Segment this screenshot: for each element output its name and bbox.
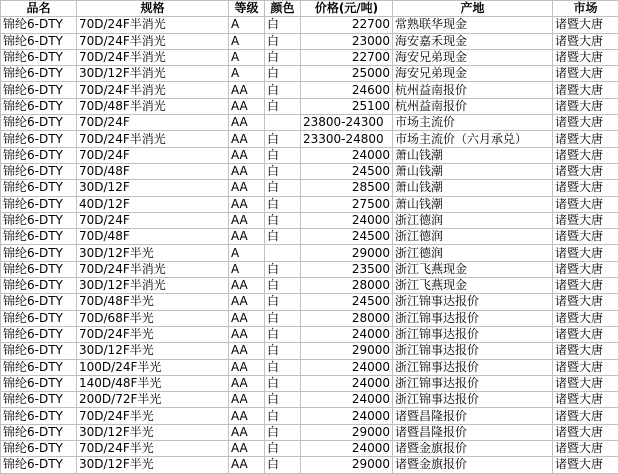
cell-market: 诸暨大唐 [553, 98, 618, 114]
cell-origin: 萧山钱潮 [393, 196, 553, 212]
cell-origin: 浙江德润 [393, 212, 553, 228]
cell-name: 锦纶6-DTY [1, 33, 77, 49]
cell-origin: 浙江飞燕现金 [393, 278, 553, 294]
cell-color: 白 [265, 66, 301, 82]
cell-spec: 30D/12F半光 [77, 343, 229, 359]
cell-color: 白 [265, 375, 301, 391]
cell-origin: 常熟联华现金 [393, 17, 553, 33]
cell-grade: AA [229, 424, 265, 440]
header-name: 品名 [1, 1, 77, 17]
cell-name: 锦纶6-DTY [1, 212, 77, 228]
cell-market: 诸暨大唐 [553, 392, 618, 408]
cell-grade: AA [229, 180, 265, 196]
cell-origin: 海安兄弟现金 [393, 66, 553, 82]
cell-grade: AA [229, 375, 265, 391]
cell-grade: A [229, 49, 265, 65]
cell-spec: 70D/68F半光 [77, 310, 229, 326]
cell-market: 诸暨大唐 [553, 180, 618, 196]
cell-origin: 浙江德润 [393, 229, 553, 245]
cell-spec: 70D/24F半光 [77, 441, 229, 457]
cell-market: 诸暨大唐 [553, 147, 618, 163]
header-grade: 等级 [229, 1, 265, 17]
header-price: 价格(元/吨) [301, 1, 393, 17]
cell-market: 诸暨大唐 [553, 131, 618, 147]
cell-price: 22700 [301, 49, 393, 65]
cell-spec: 70D/48F半光 [77, 294, 229, 310]
cell-color: 白 [265, 131, 301, 147]
cell-market: 诸暨大唐 [553, 375, 618, 391]
table-row [1, 115, 618, 131]
cell-price: 28000 [301, 278, 393, 294]
cell-name: 锦纶6-DTY [1, 457, 77, 473]
cell-name: 锦纶6-DTY [1, 82, 77, 98]
cell-name: 锦纶6-DTY [1, 392, 77, 408]
cell-name: 锦纶6-DTY [1, 408, 77, 424]
table-row [1, 294, 618, 310]
cell-spec: 70D/24F半消光 [77, 17, 229, 33]
cell-grade: AA [229, 343, 265, 359]
header-market: 市场 [553, 1, 618, 17]
table-row [1, 212, 618, 228]
cell-grade: AA [229, 457, 265, 473]
cell-spec: 70D/48F半消光 [77, 98, 229, 114]
cell-market: 诸暨大唐 [553, 17, 618, 33]
cell-color: 白 [265, 359, 301, 375]
cell-spec: 70D/24F半消光 [77, 33, 229, 49]
cell-name: 锦纶6-DTY [1, 359, 77, 375]
cell-name: 锦纶6-DTY [1, 343, 77, 359]
cell-color: 白 [265, 212, 301, 228]
cell-name: 锦纶6-DTY [1, 424, 77, 440]
cell-market: 诸暨大唐 [553, 245, 618, 261]
table-body [1, 17, 618, 473]
table-row [1, 229, 618, 245]
cell-color: 白 [265, 343, 301, 359]
cell-name: 锦纶6-DTY [1, 310, 77, 326]
cell-market: 诸暨大唐 [553, 49, 618, 65]
cell-grade: A [229, 33, 265, 49]
cell-price: 29000 [301, 457, 393, 473]
cell-name: 锦纶6-DTY [1, 17, 77, 33]
table-row [1, 66, 618, 82]
cell-market: 诸暨大唐 [553, 82, 618, 98]
cell-spec: 70D/24F [77, 115, 229, 131]
cell-price: 24500 [301, 163, 393, 179]
cell-color: 白 [265, 310, 301, 326]
cell-origin: 浙江飞燕现金 [393, 261, 553, 277]
cell-price: 23000 [301, 33, 393, 49]
cell-spec: 70D/24F [77, 212, 229, 228]
cell-price: 24000 [301, 441, 393, 457]
cell-color: 白 [265, 229, 301, 245]
header-color: 颜色 [265, 1, 301, 17]
cell-origin: 海安嘉禾现金 [393, 33, 553, 49]
cell-spec: 70D/24F [77, 147, 229, 163]
cell-color: 白 [265, 294, 301, 310]
cell-spec: 40D/12F [77, 196, 229, 212]
cell-name: 锦纶6-DTY [1, 278, 77, 294]
cell-origin: 诸暨金旗报价 [393, 441, 553, 457]
cell-spec: 30D/12F半消光 [77, 278, 229, 294]
cell-price: 23300-24800 [301, 131, 393, 147]
cell-name: 锦纶6-DTY [1, 49, 77, 65]
table-row [1, 131, 618, 147]
table-row [1, 343, 618, 359]
cell-grade: AA [229, 163, 265, 179]
cell-origin: 诸暨昌隆报价 [393, 408, 553, 424]
table-row [1, 147, 618, 163]
cell-origin: 浙江锦事达报价 [393, 343, 553, 359]
cell-market: 诸暨大唐 [553, 359, 618, 375]
cell-grade: AA [229, 147, 265, 163]
table-row [1, 375, 618, 391]
cell-name: 锦纶6-DTY [1, 326, 77, 342]
cell-market: 诸暨大唐 [553, 278, 618, 294]
cell-origin: 浙江锦事达报价 [393, 359, 553, 375]
cell-price: 24000 [301, 212, 393, 228]
cell-origin: 萧山钱潮 [393, 180, 553, 196]
cell-price: 23500 [301, 261, 393, 277]
table-row [1, 408, 618, 424]
cell-origin: 浙江锦事达报价 [393, 326, 553, 342]
cell-color: 白 [265, 49, 301, 65]
cell-color: 白 [265, 98, 301, 114]
cell-name: 锦纶6-DTY [1, 163, 77, 179]
table-row [1, 98, 618, 114]
cell-price: 25000 [301, 66, 393, 82]
cell-price: 24000 [301, 326, 393, 342]
cell-spec: 30D/12F半消光 [77, 66, 229, 82]
cell-market: 诸暨大唐 [553, 163, 618, 179]
cell-grade: AA [229, 212, 265, 228]
cell-name: 锦纶6-DTY [1, 66, 77, 82]
cell-spec: 70D/24F半光 [77, 326, 229, 342]
cell-spec: 30D/12F [77, 180, 229, 196]
cell-spec: 70D/24F半消光 [77, 82, 229, 98]
cell-grade: AA [229, 131, 265, 147]
cell-market: 诸暨大唐 [553, 115, 618, 131]
table-row [1, 424, 618, 440]
cell-color: 白 [265, 17, 301, 33]
cell-spec: 100D/24F半光 [77, 359, 229, 375]
cell-market: 诸暨大唐 [553, 326, 618, 342]
cell-origin: 萧山钱潮 [393, 163, 553, 179]
table-row [1, 326, 618, 342]
cell-market: 诸暨大唐 [553, 457, 618, 473]
cell-origin: 萧山钱潮 [393, 147, 553, 163]
cell-origin: 诸暨金旗报价 [393, 457, 553, 473]
cell-name: 锦纶6-DTY [1, 245, 77, 261]
table-row [1, 392, 618, 408]
cell-color: 白 [265, 196, 301, 212]
cell-color: 白 [265, 33, 301, 49]
cell-grade: AA [229, 229, 265, 245]
cell-origin: 市场主流价 [393, 115, 553, 131]
cell-grade: AA [229, 115, 265, 131]
cell-market: 诸暨大唐 [553, 343, 618, 359]
header-spec: 规格 [77, 1, 229, 17]
cell-color [265, 115, 301, 131]
cell-name: 锦纶6-DTY [1, 261, 77, 277]
table-row [1, 310, 618, 326]
cell-market: 诸暨大唐 [553, 66, 618, 82]
cell-grade: AA [229, 441, 265, 457]
cell-grade: AA [229, 408, 265, 424]
cell-color: 白 [265, 163, 301, 179]
cell-name: 锦纶6-DTY [1, 98, 77, 114]
cell-price: 24500 [301, 294, 393, 310]
cell-color: 白 [265, 457, 301, 473]
cell-spec: 70D/24F半消光 [77, 49, 229, 65]
table-row [1, 359, 618, 375]
cell-market: 诸暨大唐 [553, 441, 618, 457]
cell-grade: AA [229, 278, 265, 294]
cell-grade: AA [229, 326, 265, 342]
cell-price: 29000 [301, 424, 393, 440]
table-row [1, 261, 618, 277]
cell-price: 24000 [301, 375, 393, 391]
cell-market: 诸暨大唐 [553, 294, 618, 310]
cell-market: 诸暨大唐 [553, 196, 618, 212]
cell-price: 24000 [301, 359, 393, 375]
table-row [1, 49, 618, 65]
cell-color: 白 [265, 424, 301, 440]
cell-grade: AA [229, 98, 265, 114]
header-origin: 产地 [393, 1, 553, 17]
cell-market: 诸暨大唐 [553, 424, 618, 440]
cell-color: 白 [265, 261, 301, 277]
cell-spec: 140D/48F半光 [77, 375, 229, 391]
cell-market: 诸暨大唐 [553, 33, 618, 49]
cell-price: 24000 [301, 147, 393, 163]
cell-grade: AA [229, 392, 265, 408]
cell-market: 诸暨大唐 [553, 408, 618, 424]
cell-spec: 30D/12F半光 [77, 245, 229, 261]
cell-spec: 200D/72F半光 [77, 392, 229, 408]
cell-origin: 杭州益南报价 [393, 82, 553, 98]
cell-price: 25100 [301, 98, 393, 114]
cell-spec: 70D/24F半光 [77, 408, 229, 424]
cell-color: 白 [265, 82, 301, 98]
cell-grade: AA [229, 294, 265, 310]
cell-color: 白 [265, 408, 301, 424]
cell-origin: 浙江锦事达报价 [393, 310, 553, 326]
cell-origin: 杭州益南报价 [393, 98, 553, 114]
cell-name: 锦纶6-DTY [1, 180, 77, 196]
cell-market: 诸暨大唐 [553, 310, 618, 326]
cell-name: 锦纶6-DTY [1, 375, 77, 391]
cell-name: 锦纶6-DTY [1, 229, 77, 245]
cell-spec: 70D/24F半消光 [77, 261, 229, 277]
table-row [1, 163, 618, 179]
table-row [1, 196, 618, 212]
cell-market: 诸暨大唐 [553, 261, 618, 277]
cell-price: 29000 [301, 245, 393, 261]
table-row [1, 17, 618, 33]
table-row [1, 82, 618, 98]
cell-spec: 30D/12F半光 [77, 424, 229, 440]
cell-grade: A [229, 245, 265, 261]
table-row [1, 245, 618, 261]
cell-grade: AA [229, 196, 265, 212]
cell-origin: 浙江锦事达报价 [393, 392, 553, 408]
table-row [1, 33, 618, 49]
cell-price: 27500 [301, 196, 393, 212]
cell-spec: 70D/48F [77, 229, 229, 245]
cell-origin: 诸暨昌隆报价 [393, 424, 553, 440]
cell-market: 诸暨大唐 [553, 212, 618, 228]
cell-grade: A [229, 17, 265, 33]
cell-origin: 浙江锦事达报价 [393, 375, 553, 391]
cell-price: 28000 [301, 310, 393, 326]
cell-name: 锦纶6-DTY [1, 196, 77, 212]
cell-name: 锦纶6-DTY [1, 131, 77, 147]
cell-grade: AA [229, 82, 265, 98]
cell-color: 白 [265, 147, 301, 163]
cell-origin: 市场主流价（六月承兑） [393, 131, 553, 147]
cell-name: 锦纶6-DTY [1, 294, 77, 310]
cell-price: 24500 [301, 229, 393, 245]
cell-color: 白 [265, 441, 301, 457]
cell-price: 23800-24300 [301, 115, 393, 131]
cell-grade: AA [229, 359, 265, 375]
table-row [1, 180, 618, 196]
cell-price: 29000 [301, 343, 393, 359]
cell-price: 28500 [301, 180, 393, 196]
cell-name: 锦纶6-DTY [1, 115, 77, 131]
cell-origin: 海安兄弟现金 [393, 49, 553, 65]
table-row [1, 441, 618, 457]
table-row [1, 278, 618, 294]
cell-grade: A [229, 66, 265, 82]
cell-color [265, 245, 301, 261]
cell-color: 白 [265, 278, 301, 294]
cell-grade: AA [229, 310, 265, 326]
cell-name: 锦纶6-DTY [1, 441, 77, 457]
cell-price: 22700 [301, 17, 393, 33]
cell-price: 24600 [301, 82, 393, 98]
cell-origin: 浙江锦事达报价 [393, 294, 553, 310]
cell-spec: 70D/48F [77, 163, 229, 179]
cell-name: 锦纶6-DTY [1, 147, 77, 163]
cell-spec: 30D/12F半光 [77, 457, 229, 473]
cell-price: 24000 [301, 392, 393, 408]
cell-origin: 浙江德润 [393, 245, 553, 261]
cell-color: 白 [265, 326, 301, 342]
cell-market: 诸暨大唐 [553, 229, 618, 245]
cell-grade: A [229, 261, 265, 277]
cell-spec: 70D/24F半消光 [77, 131, 229, 147]
cell-color: 白 [265, 392, 301, 408]
cell-color: 白 [265, 180, 301, 196]
cell-price: 24000 [301, 408, 393, 424]
header-row [1, 1, 618, 17]
